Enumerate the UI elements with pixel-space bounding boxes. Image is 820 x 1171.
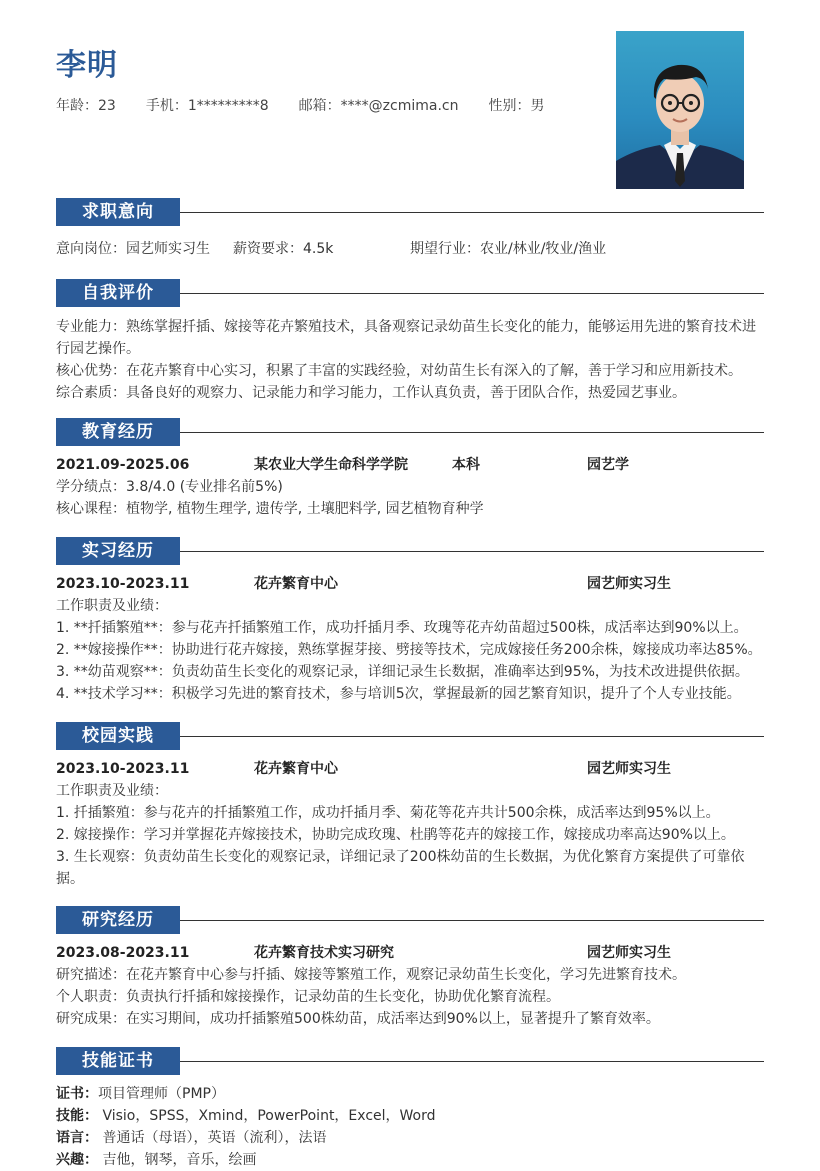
candidate-name: 李明 <box>56 48 118 83</box>
self-line: 核心优势：在花卉繁育中心实习，积累了丰富的实践经验，对幼苗生长有深入的了解，善于学习和应用新技术。 <box>56 363 742 379</box>
section-title: 研究经历 <box>56 906 180 934</box>
campus-line: 工作职责及业绩： <box>56 783 168 799</box>
research-date: 2023.08-2023.11 <box>56 945 190 961</box>
profile-photo <box>616 31 744 189</box>
intern-line: 4. **技术学习**：积极学习先进的繁育技术，参与培训5次，掌握最新的园艺繁育知识，提升了个人专业技能。 <box>56 686 741 702</box>
section-title: 技能证书 <box>56 1047 180 1075</box>
section-research <box>56 906 764 1030</box>
cert-value: 项目管理师（PMP） <box>98 1086 225 1102</box>
intent-salary: 薪资要求：4.5k <box>233 241 334 257</box>
gender: 性别：男 <box>488 98 545 114</box>
section-campus <box>56 722 764 890</box>
basic-info <box>56 95 574 115</box>
age: 年龄：23 <box>56 98 116 114</box>
edu-major: 园艺学 <box>587 457 629 473</box>
cert-label: 证书： <box>56 1086 98 1102</box>
campus-line: 1. 扦插繁殖：参与花卉的扦插繁殖工作，成功扦插月季、菊花等花卉共计500余株，成活率达到95%以上。 <box>56 805 720 821</box>
intern-line: 工作职责及业绩： <box>56 598 168 614</box>
intern-org: 花卉繁育中心 <box>254 576 338 592</box>
tech-label: 技能： <box>56 1108 98 1124</box>
section-title: 自我评价 <box>56 279 180 307</box>
lang-value: 普通话（母语），英语（流利），法语 <box>102 1130 327 1146</box>
section-divider <box>180 920 764 921</box>
self-line: 综合素质：具备良好的观察力、记录能力和学习能力，工作认真负责，善于团队合作，热爱园艺事业。 <box>56 385 686 401</box>
section-divider <box>180 736 764 737</box>
section-title: 教育经历 <box>56 418 180 446</box>
research-line: 研究成果：在实习期间，成功扦插繁殖500株幼苗，成活率达到90%以上，显著提升了繁育效率。 <box>56 1011 660 1027</box>
tech-value: Visio，SPSS，Xmind，PowerPoint，Excel，Word <box>102 1108 436 1124</box>
phone: 手机：1*********8 <box>145 98 269 114</box>
section-divider <box>180 1061 764 1062</box>
hobby-label: 兴趣： <box>56 1152 98 1168</box>
edu-date: 2021.09-2025.06 <box>56 457 190 473</box>
section-title: 求职意向 <box>56 198 180 226</box>
section-self <box>56 279 764 404</box>
section-education <box>56 418 764 520</box>
edu-line: 核心课程：植物学, 植物生理学, 遗传学, 土壤肥料学, 园艺植物育种学 <box>56 501 484 517</box>
intern-date: 2023.10-2023.11 <box>56 576 190 592</box>
research-line: 个人职责：负责执行扦插和嫁接操作，记录幼苗的生长变化，协助优化繁育流程。 <box>56 989 560 1005</box>
intent-industry: 期望行业：农业/林业/牧业/渔业 <box>410 241 607 257</box>
section-internship <box>56 537 764 705</box>
research-line: 研究描述：在花卉繁育中心参与扦插、嫁接等繁殖工作，观察记录幼苗生长变化，学习先进繁育技术。 <box>56 967 686 983</box>
section-divider <box>180 551 764 552</box>
section-divider <box>180 432 764 433</box>
section-title: 校园实践 <box>56 722 180 750</box>
avatar-illustration <box>616 31 744 189</box>
intent-position: 意向岗位：园艺师实习生 <box>56 241 210 257</box>
intern-line: 3. **幼苗观察**：负责幼苗生长变化的观察记录，详细记录生长数据，准确率达到95%，为技术改进提供依据。 <box>56 664 749 680</box>
campus-line: 3. 生长观察：负责幼苗生长变化的观察记录，详细记录了200株幼苗的生长数据，为优化繁育方案提供了可靠依据。 <box>56 849 745 887</box>
intern-line: 2. **嫁接操作**：协助进行花卉嫁接，熟练掌握芽接、劈接等技术，完成嫁接任务200余株，嫁接成功率达85%。 <box>56 642 762 658</box>
section-intent <box>56 198 764 260</box>
section-skills <box>56 1047 764 1171</box>
edu-school: 某农业大学生命科学学院 <box>254 457 408 473</box>
section-title: 实习经历 <box>56 537 180 565</box>
self-line: 专业能力：熟练掌握扦插、嫁接等花卉繁殖技术，具备观察记录幼苗生长变化的能力，能够运用先进的繁育技术进行园艺操作。 <box>56 319 756 357</box>
section-divider <box>180 293 764 294</box>
research-project: 花卉繁育技术实习研究 <box>254 945 394 961</box>
campus-line: 2. 嫁接操作：学习并掌握花卉嫁接技术，协助完成玫瑰、杜鹃等花卉的嫁接工作，嫁接成功率高达90%以上。 <box>56 827 735 843</box>
email: 邮箱：****@zcmima.cn <box>298 98 459 114</box>
campus-date: 2023.10-2023.11 <box>56 761 190 777</box>
research-role: 园艺师实习生 <box>587 945 671 961</box>
edu-line: 学分绩点：3.8/4.0 (专业排名前5%) <box>56 479 283 495</box>
campus-role: 园艺师实习生 <box>587 761 671 777</box>
campus-org: 花卉繁育中心 <box>254 761 338 777</box>
section-divider <box>180 212 764 213</box>
edu-degree: 本科 <box>452 457 480 473</box>
hobby-value: 吉他，钢琴，音乐，绘画 <box>102 1152 257 1168</box>
lang-label: 语言： <box>56 1130 98 1146</box>
intern-role: 园艺师实习生 <box>587 576 671 592</box>
intern-line: 1. **扦插繁殖**：参与花卉扦插繁殖工作，成功扦插月季、玫瑰等花卉幼苗超过500株，成活率达到90%以上。 <box>56 620 748 636</box>
